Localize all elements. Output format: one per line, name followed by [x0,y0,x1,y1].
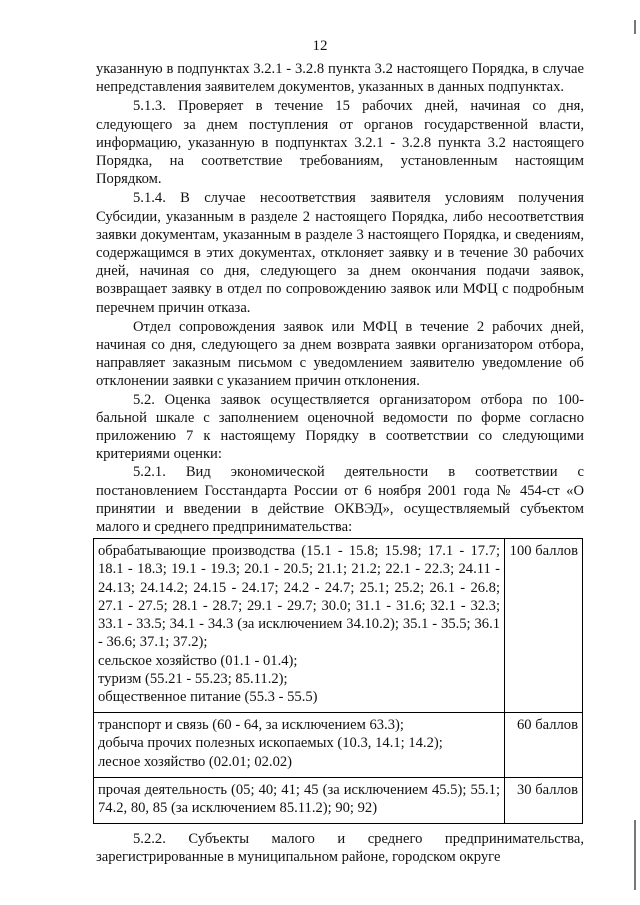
paragraph-5-2-1: 5.2.1. Вид экономической деятельности в соответствии с постановлением Госстандарта России от 6 ноября 2001 года № 454-ст «О принятии и введении в действие ОКВЭД», осуществляемый субъектом малого и среднего предпринимательства: [96,464,584,536]
table-row [94,539,583,713]
paragraph-continuation: указанную в подпунктах 3.2.1 - 3.2.8 пункта 3.2 настоящего Порядка, в случае непредставления заявителем документов, указанных в данных подпунктах. [96,61,584,96]
paragraph-5-1-4: 5.1.4. В случае несоответствия заявителя условиям получения Субсидии, указанным в разделе 2 настоящего Порядка, либо несоответствия заявки документам, указанным в разделе 3 настоящего Порядка, и сведениям, содержащимся в этих документах, отклоняет заявку и в течение 30 рабочих дней, начиная со дня, следующего за днем окончания подачи заявок, возвращает заявку в отдел по сопровождению заявок или МФЦ с подробным перечнем причин отказа. [96,190,584,316]
paragraph-mfc-notice: Отдел сопровождения заявок или МФЦ в течение 2 рабочих дней, начиная со дня, следующего за днем возврата заявки организатором отбора, направляет заказным письмом с уведомлением заявителю уведомление об отклонении заявки с указанием причин отклонения. [96,318,584,390]
activity-description [94,713,505,778]
activity-line: сельское хозяйство (01.1 - 01.4); [98,652,298,669]
paragraph-5-1-3: 5.1.3. Проверяет в течение 15 рабочих дней, начиная со дня, следующего за днем поступления от органов государственной власти, информацию, указанную в подпунктах 3.2.1 - 3.2.8 пункта 3.2 настоящего Порядка, на соответствие требованиям, установленным настоящим Порядком. [96,98,584,188]
activity-description [94,777,505,823]
score-cell: 60 баллов [505,713,583,778]
scan-edge-mark [634,820,636,890]
activity-line: транспорт и связь (60 - 64, за исключением 63.3); [98,717,404,734]
scan-edge-mark [634,20,636,34]
criteria-table [93,538,583,824]
table-row [94,713,583,778]
page-number: 12 [312,38,328,54]
activity-line: добыча прочих полезных ископаемых (10.3, 14.1; 14.2); [98,735,443,752]
activity-line: лесное хозяйство (02.01; 02.02) [98,753,293,770]
paragraph-5-2-2: 5.2.2. Субъекты малого и среднего предпринимательства, зарегистрированные в муниципальном районе, городском округе [96,831,584,866]
document-body [96,60,584,867]
score-cell: 30 баллов [505,777,583,823]
paragraph-5-2: 5.2. Оценка заявок осуществляется организатором отбора по 100-бальной шкале с заполнением оценочной ведомости по форме согласно приложению 7 к настоящему Порядку в соответствии со следующими критериями оценки: [96,391,584,463]
activity-line: общественное питание (55.3 - 55.5) [98,688,318,705]
activity-line: прочая деятельность (05; 40; 41; 45 (за исключением 45.5); 55.1; 74.2, 80, 85 (за исключением 85.11.2); 90; 92) [98,781,501,816]
score-cell: 100 баллов [505,539,583,713]
activity-line: обрабатывающие производства (15.1 - 15.8; 15.98; 17.1 - 17.7; 18.1 - 18.3; 19.1 - 19.3; 20.1 - 20.5; 21.1; 21.2; 22.1 - 22.3; 24.11 - 24.13; 24.14.2; 24.15 - 24.17; 24.2 - 24.7; 25.1; 25.2; 26.1 - 26.8; 27.1 - 27.5; 28.1 - 28.7; 29.1 - 29.7; 30.0; 31.1 - 31.6; 32.1 - 32.3; 33.1 - 33.5; 34.1 - 34.3 (за исключением 34.10.2); 35.1 - 35.5; 36.1 - 36.6; 37.1; 37.2); [98,543,501,651]
table-row [94,777,583,823]
activity-line: туризм (55.21 - 55.23; 85.11.2); [98,670,288,687]
activity-description [94,539,505,713]
